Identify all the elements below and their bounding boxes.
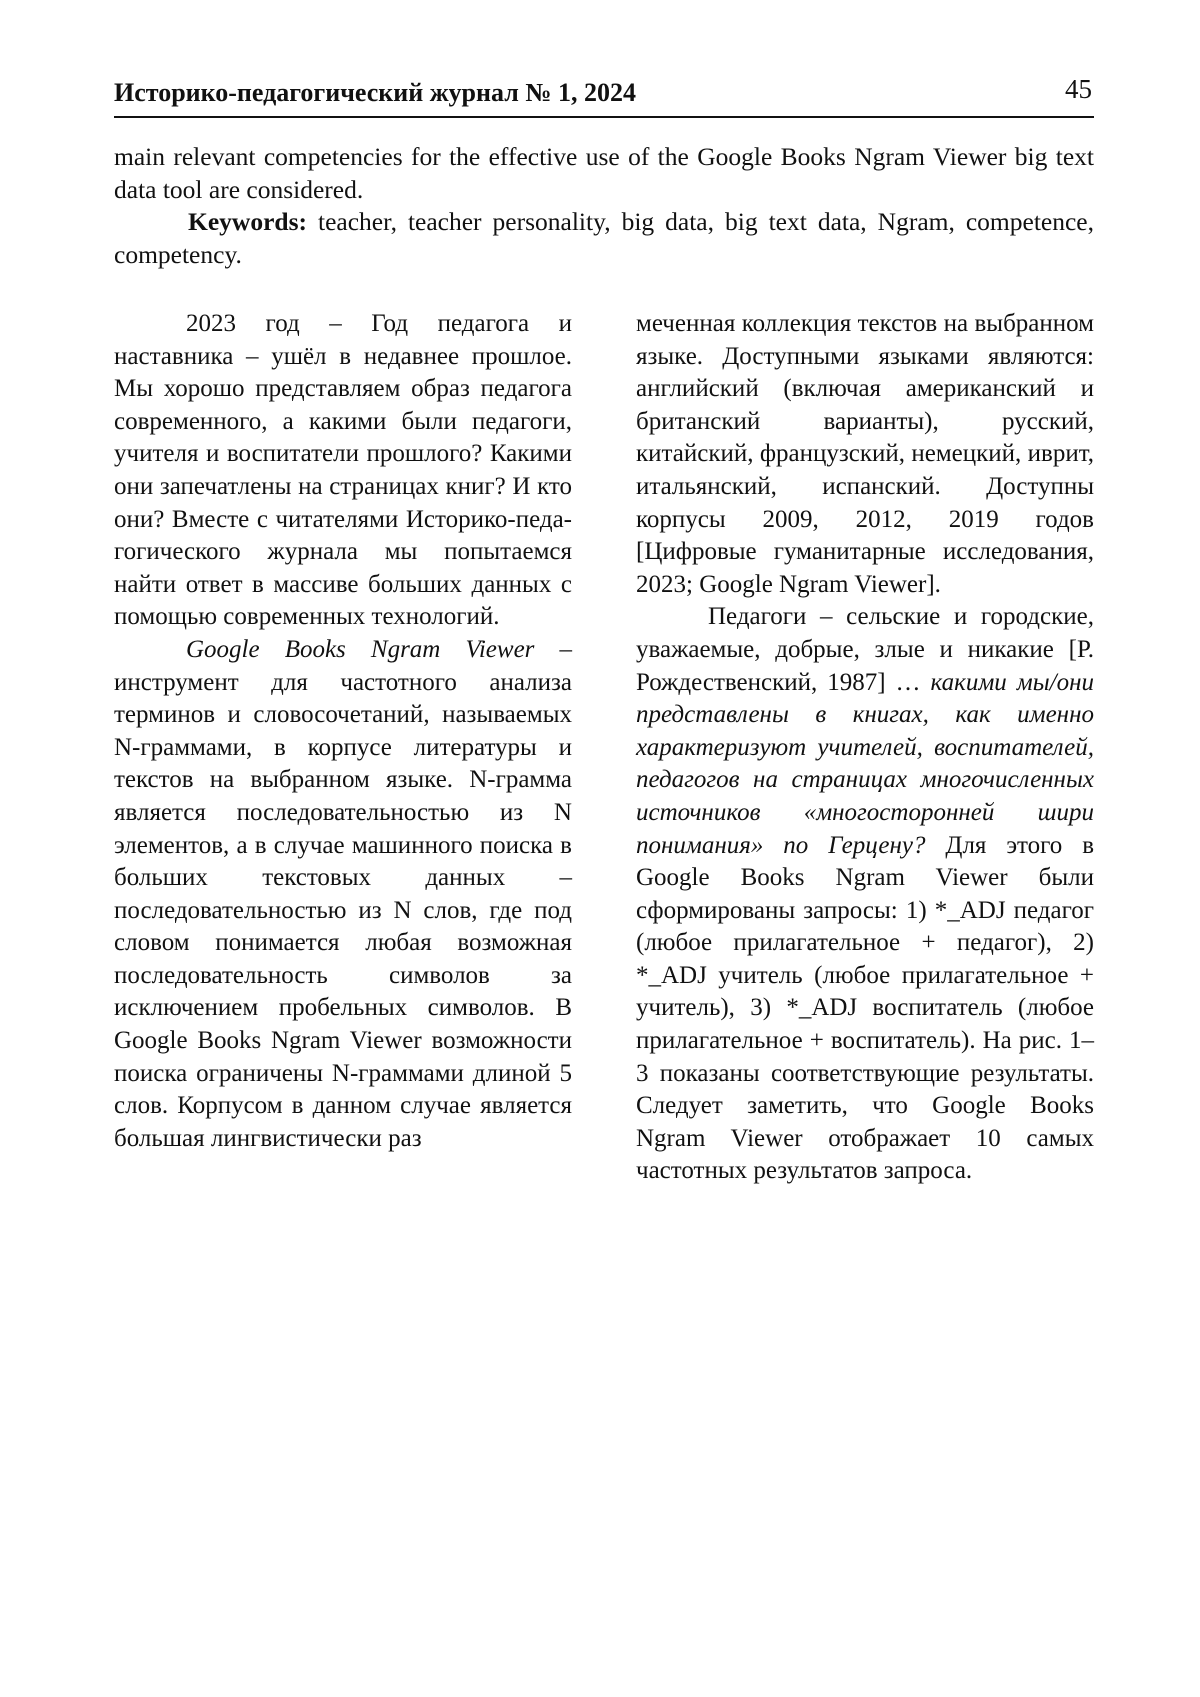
- left-column: [114, 308, 572, 1155]
- research-question-italic: какими мы/они представлены в книгах, как именно характеризуют учителей, воспитателей, педагогов на страницах многочисленных источников «многосторонней шири понимания» по Герцену?: [636, 668, 1094, 859]
- queries-intro: Педагоги – сельские и городские, уважаемые, добрые, злые и никакие [Р. Рождественский, 1987] …: [636, 603, 1094, 696]
- tool-name-italic: Google Books Ngram Viewer: [186, 635, 535, 663]
- right-column: [636, 308, 1094, 1188]
- running-header: [114, 72, 1094, 118]
- keywords-paragraph: [114, 206, 1094, 271]
- english-abstract: [114, 141, 1094, 271]
- journal-page: [114, 0, 1094, 1697]
- queries-text: Для этого в Google Books Ngram Viewer были сформированы запросы: 1) *_ADJ педагог (любое прилагательное + педагог), 2) *_ADJ учитель (любое прилагательное + учитель), 3) *_ADJ воспитатель (любое прилагательное + воспитатель). На рис. 1–3 показаны соответствующие результаты. Следует заметить, что Google Books Ngram Viewer отображает 10 самых частотных результатов запроса.: [636, 831, 1094, 1185]
- abstract-continuation: main relevant competencies for the effective use of the Google Books Ngram Viewer big text data tool are considered.: [114, 142, 1094, 204]
- keywords-text: teacher, teacher personality, big data, big text data, Ngram, competence, competency.: [114, 207, 1094, 269]
- paragraph-corpus-continuation: меченная коллекция текстов на выбранном языке. Доступными языками являются: английский (включая американский и британский варианты), русский, китайский, французский, немецкий, иврит, итальянский, испанский. Доступны корпусы 2009, 2012, 2019 годов [Цифровые гуманитарные исследования, 2023; Google Ngram Viewer].: [636, 310, 1094, 598]
- journal-title: Историко-педагогический журнал № 1, 2024: [114, 78, 636, 107]
- paragraph-ngram-definition: [114, 634, 572, 1156]
- page-number: 45: [1065, 74, 1092, 104]
- paragraph-queries: [636, 601, 1094, 1188]
- paragraph-intro: 2023 год – Год педагога и наставника – ушёл в недавнее прошлое. Мы хорошо представляем образ педагога современного, а какими были педагоги, учителя и воспитатели прошлого? Какими они запечатлены на страницах книг? И кто они? Вместе с читателями Историко-педагогического журнала мы попытаемся найти ответ в массиве больших данных с помощью современных технологий.: [114, 310, 572, 631]
- keywords-label: Keywords:: [188, 207, 307, 237]
- paragraph-ngram-text: – инструмент для частотного анализа терминов и словосочетаний, называемых N-граммами, в корпусе литературы и текстов на выбранном языке. N-грамма является последовательностью из N элементов, а в случае машинного поиска в больших текстовых данных – последовательностью из N слов, где под словом понимается любая возможная последовательность символов за исключением пробельных символов. В Google Books Ngram Viewer возможности поиска ограничены N-граммами длиной 5 слов. Корпусом в данном случае является большая лингвистически раз: [114, 635, 573, 1152]
